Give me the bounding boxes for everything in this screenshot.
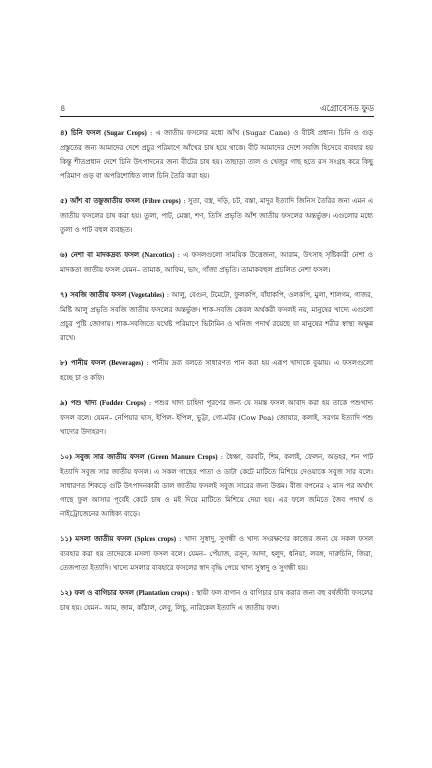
section-number: ১১) [60, 535, 73, 543]
section-term: সবুজ সার জাতীয় ফসল [75, 453, 145, 461]
crop-section-beverages [60, 356, 373, 385]
section-body: : আলু, বেগুন, টমেটো, ফুলকপি, বাঁধাকপি, ওলকপি, মুলা, শালগম, গাজর, মিষ্টি আলু প্রভৃতি সবজি জাতীয় ফসলের অন্তর্ভুক্ত। শাক-সবজি কেবল অর্থকরী ফসলই নয়, মানুষের খাদ্যে এগুলো প্রচুর পুষ্টি জোগায়। শাক-সবজিতে যথেষ্ট পরিমাণে ভিটামিন ও খনিজ পদার্থ রয়েছে যা মানুষের শরীর স্বাস্থ্য অক্ষুন্ন রাখে। [60, 291, 373, 342]
crop-section-green-manure [60, 450, 373, 521]
section-term-english: (Spices crops) [134, 536, 177, 543]
section-term-english: (Fodder Crops) [99, 400, 146, 407]
crop-section-plantation [60, 586, 373, 615]
header-rule [60, 116, 374, 117]
page-number: ৪ [60, 104, 66, 114]
section-term-english: (Sugar Crops) [104, 130, 147, 137]
section-term: নেশা বা মাদকদ্রব্য ফসল [70, 251, 140, 259]
section-term: পশু খাদ্য [70, 399, 97, 407]
section-term: পানীয় ফসল [70, 359, 106, 367]
section-body: : ধৈঞ্চা, বরবটি, শিম, কলাই, ফেলন, অড়হর, শন পাট ইত্যাদি সবুজ সার জাতীয় ফসল। এ সকল গাছের পাতা ও ডাটা কেটে মাটিতে মিশিয়ে দেওয়াকে সবুজ সার বলে। সাধারণত শিকড়ে গুটি উৎপাদনকারী ডাল জাতীয় ফসলই সবুজ সারের জন্য উত্তম। বীজ বপনের ২ মাস পর অর্থাৎ গাছে ফুল আসার পূর্বেই কেটে চাষ ও মই দিয়ে মাটিতে মিশিয়ে দেয়া হয়। এর ফলে জমিতে জৈব পদার্থ ও নাইট্রোজেনের আধিক্য বাড়ে। [60, 453, 373, 518]
section-term-english: (Plantation crops) [136, 590, 190, 597]
section-body: : এ ফসলগুলো সাময়িক উত্তেজনা, আরাম, উৎসাহ সৃষ্টিকারী নেশা ও মাদকতা জাতীয় ফসল যেমন– তামাক, আফিম, ভাং, গাঁজা প্রভৃতি। তামাকবহুল প্রচলিত নেশা ফসল। [60, 251, 373, 274]
crop-section-vegetables [60, 288, 373, 345]
page-header [60, 103, 374, 117]
section-number: ৬) [60, 251, 68, 259]
section-body: : পানীয় দ্রব্য বলতে সাধারণত পান করা হয় এরূপ খাদ্যকে বুঝায়। এ ফসলগুলো হচ্ছে চা ও কফি। [60, 359, 373, 382]
section-number: ৪) [60, 129, 68, 137]
section-term-english: (Fibre crops) [142, 198, 181, 205]
crop-section-fodder [60, 396, 373, 439]
section-term-english: (Beverages) [108, 360, 144, 367]
section-body: : স্থায়ী ফল বাগান ও বাগিচার চাষ করার জন্য বহু বর্ষজীবী ফসলের চাষ হয়। যেমন– আম, জাম, কাঁঠাল, লেবু, লিচু, নারিকেল ইত্যাদি এ জাতীয় ফল। [60, 589, 373, 612]
section-number: ১২) [60, 589, 73, 597]
section-body: : খাদ্য সুস্বাদু, সুগন্ধী ও খাদ্য সংরক্ষণের কাজের জন্য যে সকল ফসল ব্যবহার করা হয় তাদেরকে মসলা ফসল বলে। যেমন– পেঁয়াজ, রসুন, আদা, হলুদ, ধনিয়া, লবঙ্গ, দারুচিনি, জিরা, তেজপাতা ইত্যাদি। খাদ্যে মসলার ব্যবহারে ফসলের স্বাদ বৃদ্ধি পেয়ে খাদ্য সুস্বাদু ও সুগন্ধী হয়। [60, 535, 374, 572]
section-term-english: (Vegetables) [128, 292, 165, 299]
section-body: : এ জাতীয় ফসলের মধ্যে আঁখ (Sugar Cane) ও বীটই প্রধান। চিনি ও গুড় প্রস্তুতের জন্য আমাদের দেশে প্রচুর পরিমাণে আঁখের চাষ হয়ে থাকে। বীট আমাদের দেশে সবজি হিসেবে ব্যবহার হয় কিন্তু শীতপ্রধান দেশে চিনি উৎপাদনের জন্য বীটের চাষ হয়। তাছাড়া তাল ও খেজুর গাছ হতে রস সংগ্রহ করে কিছু পরিমাণ গুড় বা অপরিশোধিত লাল চিনি তৈরি করা হয়। [60, 129, 373, 180]
crop-section-spices [60, 532, 373, 575]
section-term: আঁশ বা তন্তুজাতীয় ফসল [70, 197, 140, 205]
crop-section-fibre [60, 194, 373, 237]
running-title: এগ্রোবেসড ফুড [320, 104, 374, 114]
section-number: ১০) [60, 453, 73, 461]
section-number: ৯) [60, 399, 68, 407]
section-body: : সুতা, বস্ত্র, দড়ি, চট, বস্তা, মাদুর ইত্যাদি জিনিস তৈরির জন্য এমন এ জাতীয় ফসলের চাষ করা হয়। তুলা, পাট, মেস্তা, শণ, তিসি প্রভৃতি আঁশ জাতীয় ফসলের অন্তর্ভুক্ত। এগুলোর মধ্যে তুলা ও পাট বহুল ব্যবহৃত। [60, 197, 373, 234]
section-number: ৮) [60, 359, 68, 367]
crop-section-narcotics [60, 248, 373, 277]
section-term: সবজি জাতীয় ফসল [70, 291, 127, 299]
section-term: চিনি ফসল [70, 129, 101, 137]
page-body [60, 126, 373, 626]
section-number: ৫) [60, 197, 68, 205]
section-term: ফল ও বাগিচার ফসল [74, 589, 134, 597]
section-number: ৭) [60, 291, 68, 299]
section-body: : পশুর খাদ্য চাহিদা পূরণের জন্য যে সমস্ত ফসল আবাদ করা হয় তাকে পশুখাদ্য ফসল বলে। যেমন– নেপিয়ার ঘাস, ইপিল- ইপিল, ভুট্টা, গো-মটর (Cow Pea) জোয়ার, কলাই, সরগম ইত্যাদি পশু খাদ্যের উদাহরণ। [60, 399, 373, 436]
section-term: মসলা জাতীয় ফসল [75, 535, 132, 543]
section-term-english: (Green Manure Crops) [147, 454, 218, 461]
crop-section-sugar [60, 126, 373, 183]
section-term-english: (Narcotics) [142, 252, 175, 259]
